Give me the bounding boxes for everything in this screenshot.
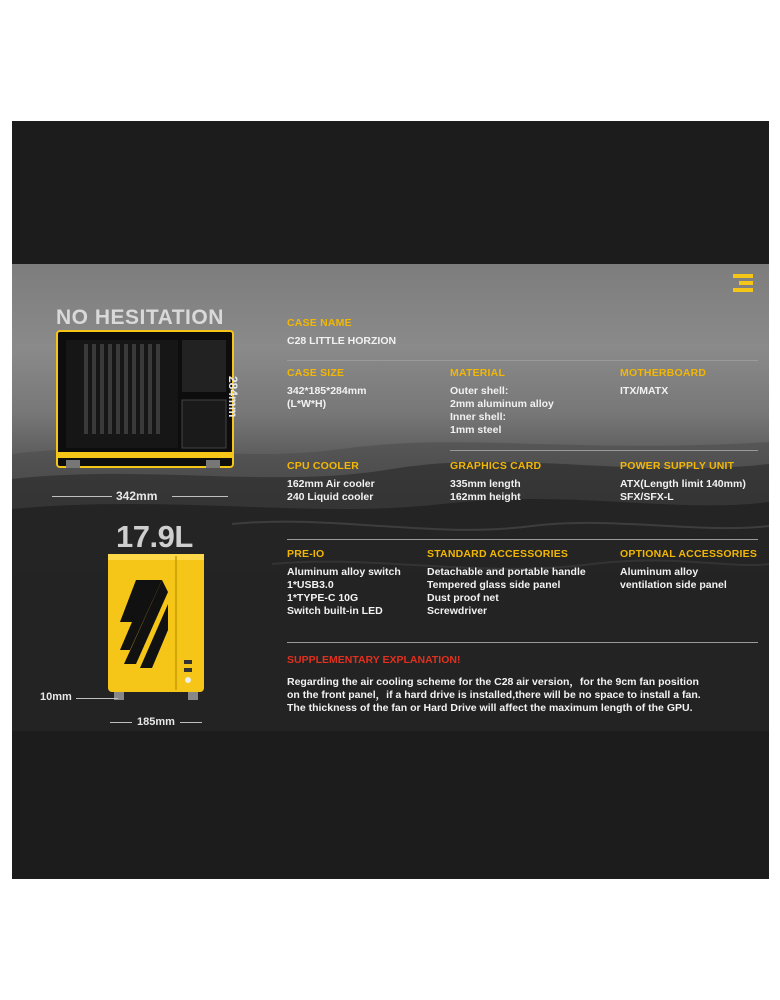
spec-label: POWER SUPPLY UNIT xyxy=(620,460,735,472)
divider xyxy=(287,642,758,643)
spec-value: C28 LITTLE HORZION xyxy=(287,335,397,347)
feet-line xyxy=(76,698,118,699)
spec-label: CASE SIZE xyxy=(287,367,345,379)
length-line-right xyxy=(172,496,228,497)
volume-label: 17.9L xyxy=(116,519,193,554)
spec-panel xyxy=(12,264,769,731)
divider xyxy=(287,360,758,361)
spec-label: OPTIONAL ACCESSORIES xyxy=(620,548,758,560)
menu-stripes-icon xyxy=(733,274,753,295)
supplementary-text: Regarding the air cooling scheme for the C28 air version，for the 9cm fan position on the front panel，if a hard drive is installed,there will be no space to install a fan. The thickness of the fan or Hard Drive will affect the maximum length of the GPU. xyxy=(287,676,701,714)
image-frame xyxy=(12,121,769,879)
spec-value: 162mm Air cooler 240 Liquid cooler xyxy=(287,478,375,503)
spec-value: Outer shell: 2mm aluminum alloy Inner shell: 1mm steel xyxy=(450,385,554,436)
spec-label: MATERIAL xyxy=(450,367,506,379)
spec-value: Aluminum alloy ventilation side panel xyxy=(620,566,727,591)
spec-case-name xyxy=(287,317,396,348)
spec-standard-accessories xyxy=(427,548,586,618)
width-dimension: 185mm xyxy=(137,716,175,728)
case-front-view-illustration xyxy=(106,552,206,702)
length-line-left xyxy=(52,496,112,497)
spec-cpu-cooler xyxy=(287,460,375,504)
spec-graphics-card xyxy=(450,460,541,504)
spec-pre-io xyxy=(287,548,401,618)
spec-label: CPU COOLER xyxy=(287,460,360,472)
feet-dimension: 10mm xyxy=(40,691,72,703)
spec-label: PRE-IO xyxy=(287,548,325,560)
spec-value: 342*185*284mm (L*W*H) xyxy=(287,385,367,410)
supplementary-title: SUPPLEMENTARY EXPLANATION! xyxy=(287,654,461,666)
spec-value: 335mm length 162mm height xyxy=(450,478,521,503)
width-line-right xyxy=(180,722,202,723)
spec-label: GRAPHICS CARD xyxy=(450,460,542,472)
width-line-left xyxy=(110,722,132,723)
spec-value: ITX/MATX xyxy=(620,385,669,397)
height-dimension: 284mm xyxy=(226,376,240,418)
spec-label: CASE NAME xyxy=(287,317,352,329)
spec-label: MOTHERBOARD xyxy=(620,367,707,379)
spec-optional-accessories xyxy=(620,548,757,592)
spec-power-supply xyxy=(620,460,746,504)
spec-material xyxy=(450,367,554,437)
case-side-view-illustration xyxy=(56,330,234,470)
headline: NO HESITATION xyxy=(56,306,224,329)
spec-motherboard xyxy=(620,367,706,398)
spec-case-size xyxy=(287,367,366,411)
spec-value: Aluminum alloy switch 1*USB3.0 1*TYPE-C 10G Switch built-in LED xyxy=(287,566,401,617)
spec-label: STANDARD ACCESSORIES xyxy=(427,548,569,560)
divider xyxy=(287,539,758,540)
supplementary-section xyxy=(287,654,701,715)
length-dimension: 342mm xyxy=(116,489,158,503)
spec-value: ATX(Length limit 140mm) SFX/SFX-L xyxy=(620,478,746,503)
spec-value: Detachable and portable handle Tempered glass side panel Dust proof net Screwdriver xyxy=(427,566,586,617)
divider xyxy=(450,450,758,451)
